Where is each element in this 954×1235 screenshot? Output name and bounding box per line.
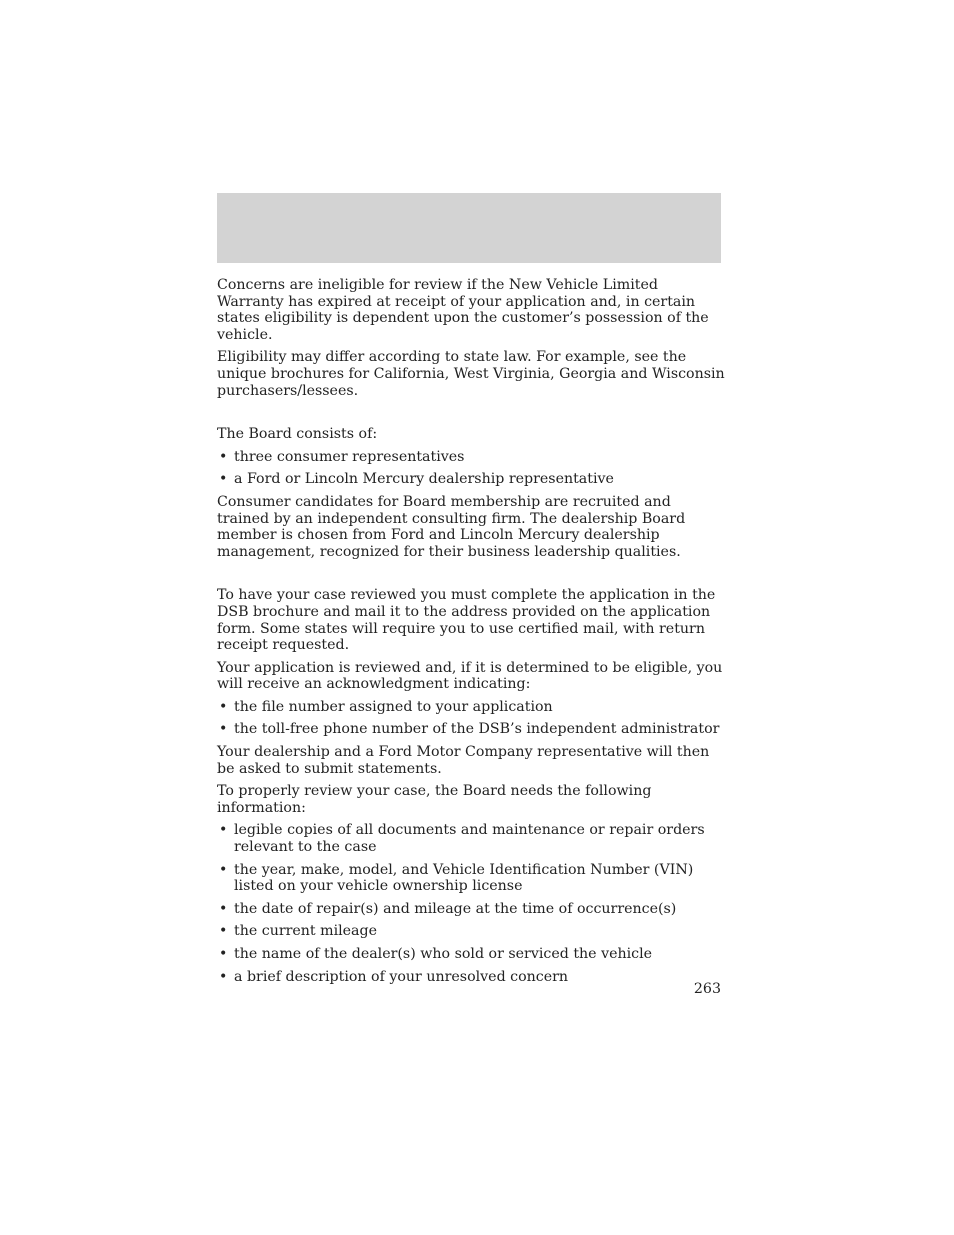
list-item	[217, 901, 727, 918]
list-item	[217, 721, 727, 738]
paragraph-application: To have your case reviewed you must complete the application in the DSB brochure and mail it to the address provided on the application form. Some states will require you to use certified mail, with return receipt requested.	[217, 587, 716, 654]
paragraph-eligibility-state-law: Eligibility may differ according to state law. For example, see the unique brochures for California, West Virginia, Georgia and Wisconsin purchasers/lessees.	[217, 349, 725, 399]
bullet-icon: •	[219, 946, 228, 962]
list-item	[217, 449, 727, 466]
bullet-icon: •	[219, 698, 228, 715]
bullet-icon: •	[219, 968, 228, 985]
list-item	[217, 471, 727, 488]
list-item	[217, 699, 727, 716]
acknowledgment-list	[217, 699, 727, 738]
page-number: 263	[693, 981, 721, 997]
list-item-text: a Ford or Lincoln Mercury dealership representative	[234, 471, 614, 488]
paragraph-required-information: To properly review your case, the Board needs the following information:	[217, 783, 652, 816]
bullet-icon: •	[219, 923, 228, 940]
list-item	[217, 946, 727, 963]
list-item-text: a brief description of your unresolved concern	[234, 968, 569, 985]
paragraph-board-recruitment: Consumer candidates for Board membership are recruited and trained by an independent consulting firm. The dealership Board member is chosen from Ford and Lincoln Mercury dealership management, recognized for their business leadership qualities.	[217, 493, 686, 560]
required-information-list	[217, 822, 727, 985]
paragraph-board-intro: The Board consists of:	[217, 426, 378, 443]
list-item-text: the current mileage	[234, 923, 377, 940]
list-item-text: the date of repair(s) and mileage at the time of occurrence(s)	[234, 900, 677, 917]
header-band	[217, 193, 721, 263]
bullet-icon: •	[219, 471, 228, 488]
bullet-icon: •	[219, 822, 228, 839]
list-item	[217, 923, 727, 940]
paragraph-statements: Your dealership and a Ford Motor Company representative will then be asked to submit statements.	[217, 744, 710, 777]
list-item-text: the name of the dealer(s) who sold or serviced the vehicle	[234, 946, 653, 962]
bullet-icon: •	[219, 861, 228, 878]
list-item-text: three consumer representatives	[234, 448, 465, 465]
bullet-icon: •	[219, 721, 228, 738]
paragraph-acknowledgment: Your application is reviewed and, if it is determined to be eligible, you will receive an acknowledgment indicating:	[217, 659, 723, 693]
list-item	[217, 822, 727, 855]
list-item-text: the toll-free phone number of the DSB’s independent administrator	[234, 721, 720, 738]
list-item-text: the year, make, model, and Vehicle Identification Number (VIN) listed on your vehicle ownership license	[234, 861, 694, 895]
list-item-text: the file number assigned to your application	[234, 698, 553, 715]
list-item-text: legible copies of all documents and maintenance or repair orders relevant to the case	[234, 822, 705, 856]
paragraph-ineligible: Concerns are ineligible for review if the New Vehicle Limited Warranty has expired at receipt of your application and, in certain states eligibility is dependent upon the customer’s possession of the vehicle.	[217, 277, 709, 343]
list-item	[217, 862, 727, 895]
page-content	[217, 277, 727, 991]
bullet-icon: •	[219, 900, 228, 917]
bullet-icon: •	[219, 448, 228, 465]
board-members-list	[217, 449, 727, 488]
